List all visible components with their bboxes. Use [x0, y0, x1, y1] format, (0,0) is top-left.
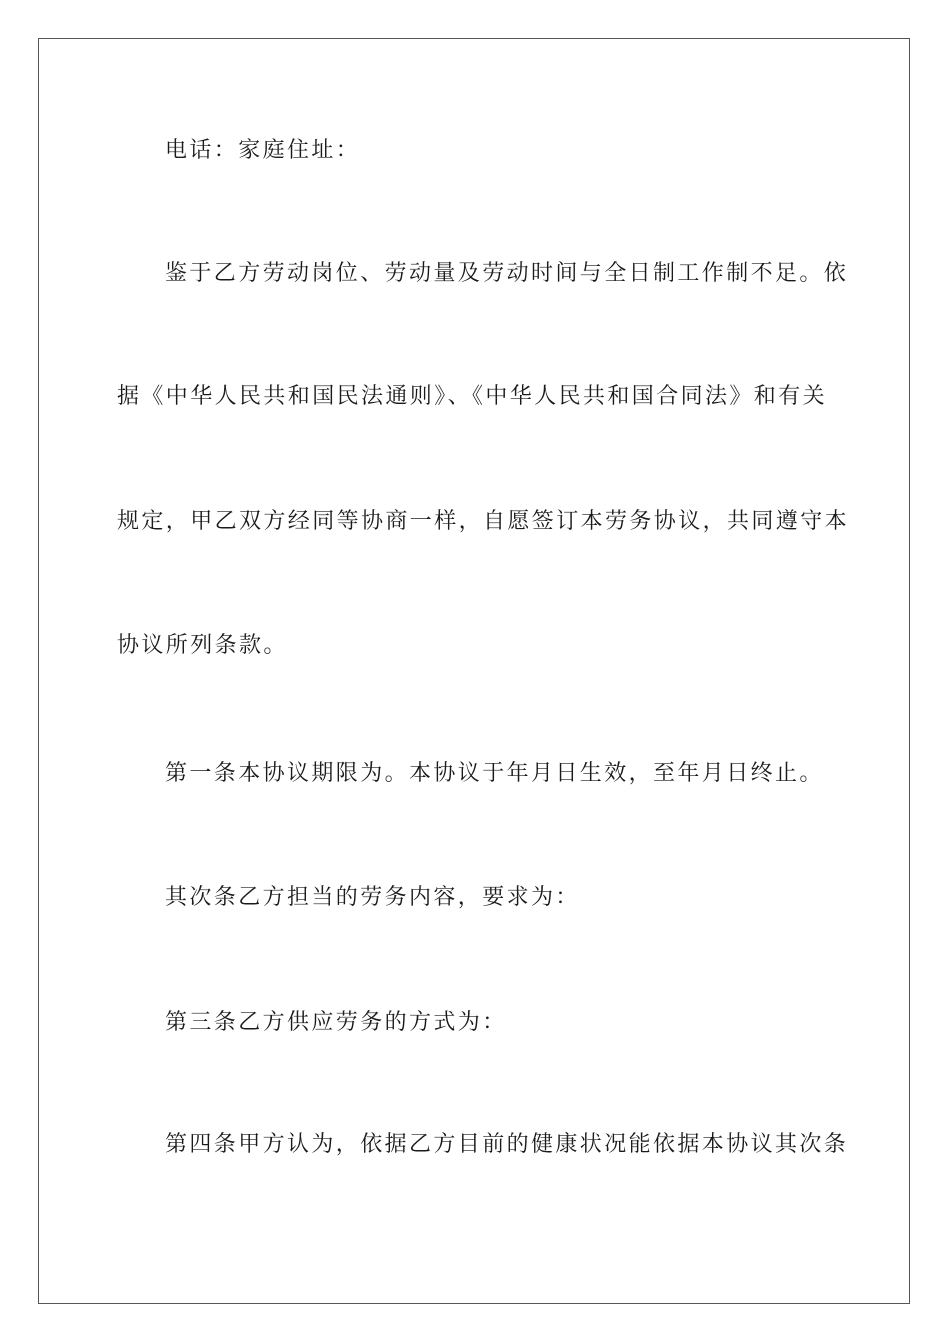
preamble-line-4: 协议所列条款。 — [117, 633, 288, 658]
article-3: 第三条乙方供应劳务的方式为： — [165, 1010, 507, 1035]
contact-line: 电话：家庭住址： — [165, 138, 361, 163]
preamble-line-3: 规定，甲乙双方经同等协商一样，自愿签订本劳务协议，共同遵守本 — [117, 509, 850, 534]
article-2: 其次条乙方担当的劳务内容，要求为： — [165, 885, 580, 910]
preamble-line-1: 鉴于乙方劳动岗位、劳动量及劳动时间与全日制工作制不足。依 — [165, 261, 849, 286]
preamble-line-2: 据《中华人民共和国民法通则》、《中华人民共和国合同法》和有关 — [117, 384, 828, 409]
page-border — [38, 38, 910, 1304]
article-4: 第四条甲方认为，依据乙方目前的健康状况能依据本协议其次条 — [165, 1132, 849, 1157]
article-1: 第一条本协议期限为。本协议于年月日生效，至年月日终止。 — [165, 761, 824, 786]
